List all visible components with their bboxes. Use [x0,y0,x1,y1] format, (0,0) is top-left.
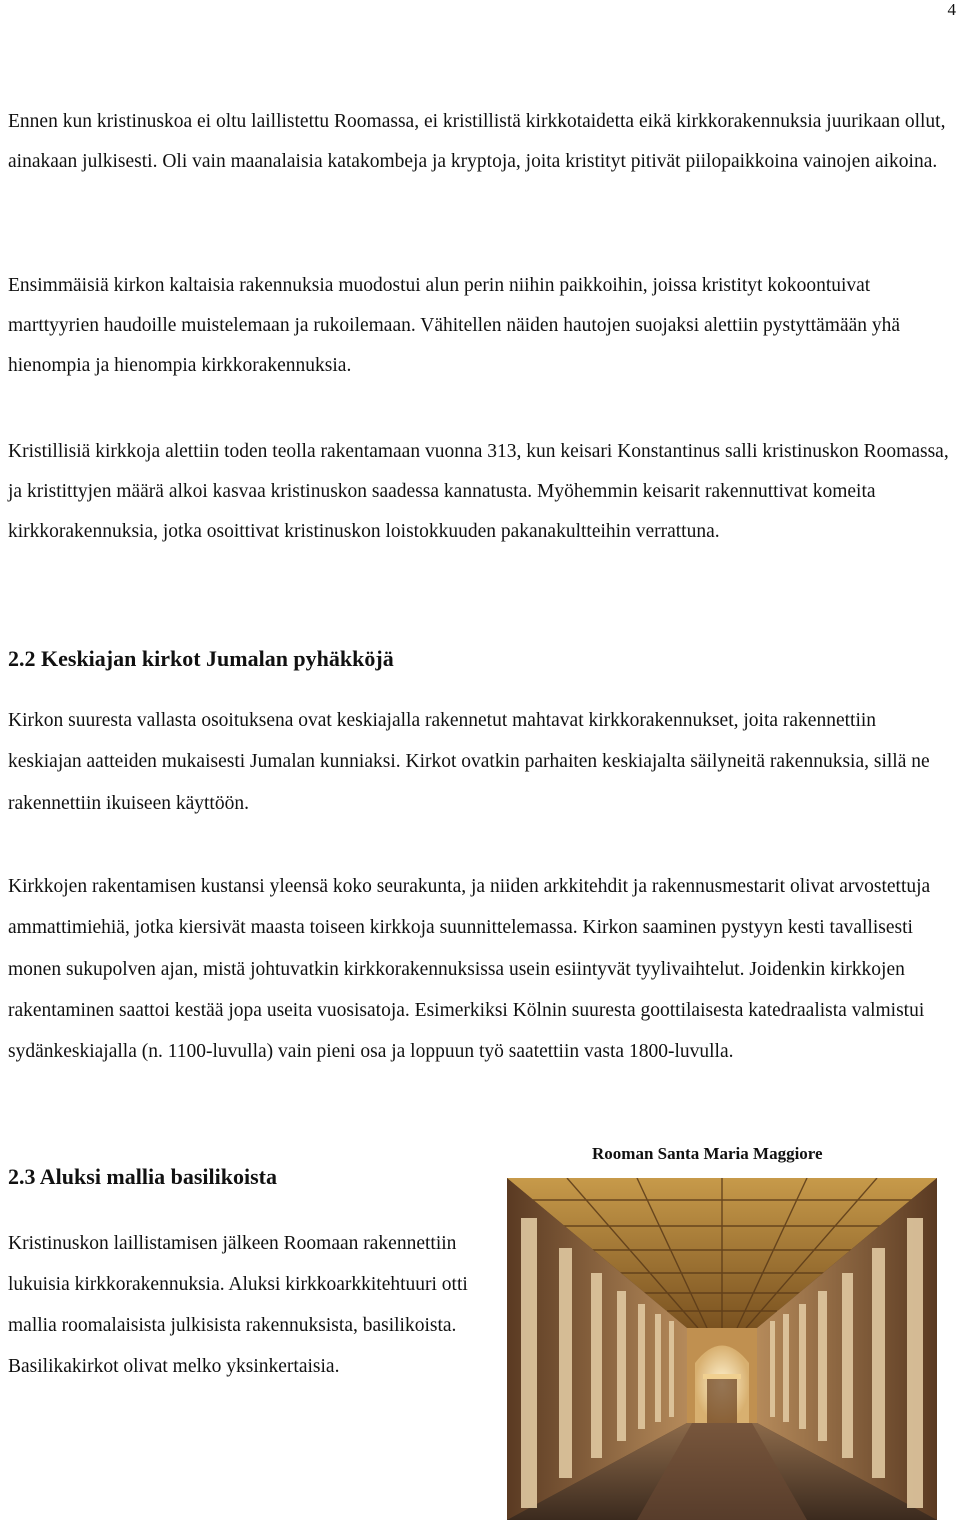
santa-maria-maggiore-photo [507,1178,937,1520]
section-heading-2-2: 2.2 Keskiajan kirkot Jumalan pyhäkköjä [8,646,394,671]
paragraph-medieval-churches: Kirkon suuresta vallasta osoituksena ovat keskiajalla rakennetut mahtavat kirkkorakennukset, joita rakennettiin keskiajan aatteiden mukaisesti Jumalan kunniaksi. Kirkot ovatkin parhaiten keskiajalta säilyneitä rakennuksia, sillä ne rakennettiin ikuiseen käyttöön. [8,710,930,814]
paragraph-first-churches: Ensimmäisiä kirkon kaltaisia rakennuksia muodostui alun perin niihin paikkoihin, joissa kristityt kokoontuivat marttyyrien haudoille muistelemaan ja rukoilemaan. Vähitellen näiden hautojen suojaksi alettiin pystyttämään yhä hienompia ja hienompia kirkkorakennuksia. [8,275,901,376]
page-number: 4 [947,0,956,19]
paragraph-basilicas: Kristinuskon laillistamisen jälkeen Roomaan rakennettiin lukuisia kirkkorakennuksia. Aluksi kirkkoarkkitehtuuri otti mallia roomalaisista julkisista rakennuksista, basilikoista. Basilikakirkot olivat melko yksinkertaisia. [8,1233,468,1377]
section-heading-2-3: 2.3 Aluksi mallia basilikoista [8,1164,277,1189]
paragraph-catacombs: Ennen kun kristinuskoa ei oltu laillistettu Roomassa, ei kristillistä kirkkotaidetta eikä kirkkorakennuksia juurikaan ollut, ainakaan julkisesti. Oli vain maanalaisia katakombeja ja kryptoja, joita kristityt pitivät piilopaikkoina vainojen aikoina. [8,111,946,172]
paragraph-church-building: Kirkkojen rakentamisen kustansi yleensä koko seurakunta, ja niiden arkkitehdit ja rakennusmestarit olivat arvostettuja ammattimiehiä, jotka kiersivät maasta toiseen kirkkoja suunnittelemassa. Kirkon saaminen pystyyn kesti tavallisesti monen sukupolven ajan, mistä johtuvatkin kirkkorakennuksissa usein esiintyvät tyylivaihtelut. Joidenkin kirkkojen rakentaminen saattoi kestää jopa useita vuosisatoja. Esimerkiksi Kölnin suuresta goottilaisesta katedraalista valmistui sydänkeskiajalla (n. 1100-luvulla) vain pieni osa ja loppuun työ saatettiin vasta 1800-luvulla. [8,876,931,1063]
figure-caption: Rooman Santa Maria Maggiore [592,1144,823,1163]
paragraph-constantine: Kristillisiä kirkkoja alettiin toden teolla rakentamaan vuonna 313, kun keisari Konstantinus salli kristinuskon Roomassa, ja kristittyjen määrä alkoi kasvaa kristinuskon saadessa kannatusta. Myöhemmin keisarit rakennuttivat komeita kirkkorakennuksia, jotka osoittivat kristinuskon loistokkuuden pakanakultteihin verrattuna. [8,441,949,542]
